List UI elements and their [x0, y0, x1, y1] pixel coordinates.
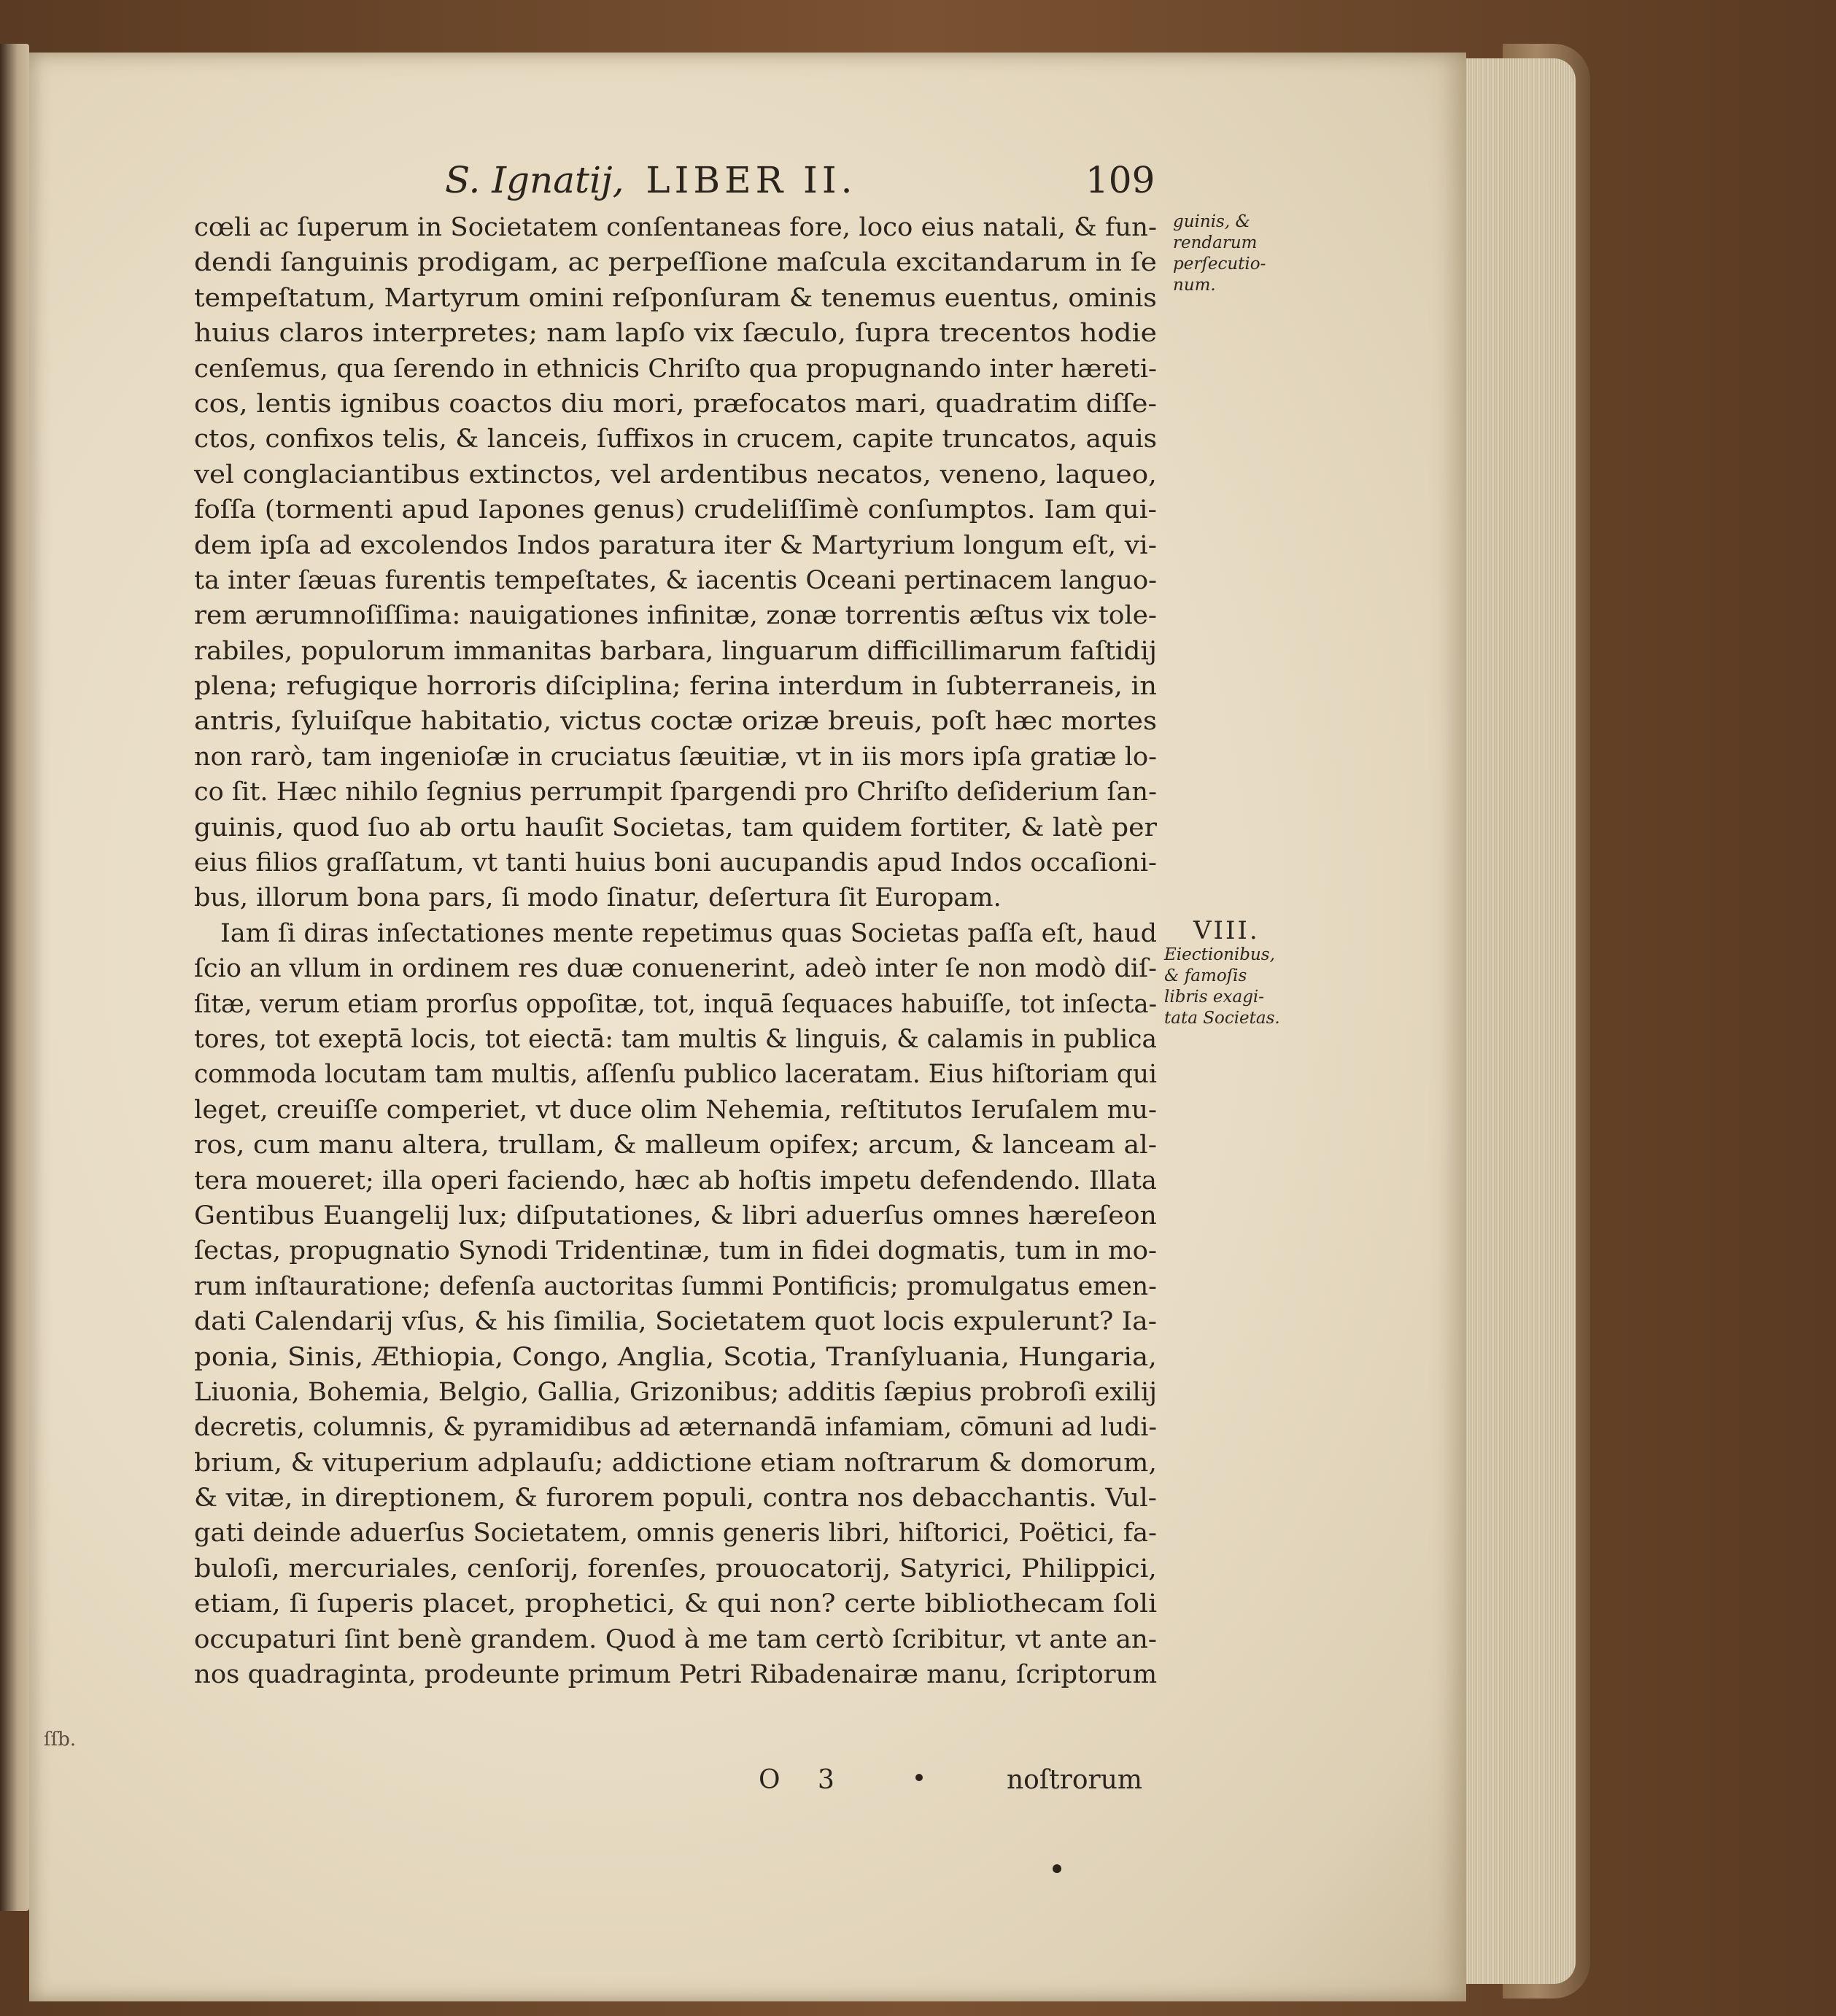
margin-note-line: Eiectionibus,	[1164, 945, 1275, 964]
text-line	[194, 492, 1157, 527]
text-line-content: ſcio an vllum in ordinem res duæ conuenerint, adeò inter ſe non modò diſ-	[194, 954, 1157, 984]
text-line	[194, 528, 1157, 563]
running-head-title: S. Ignatij,	[445, 159, 624, 201]
text-line	[194, 352, 1157, 387]
text-line-content: rabiles, populorum immanitas barbara, linguarum difficillimarum faſtidij	[194, 636, 1157, 666]
ink-spot	[915, 1774, 923, 1781]
text-line	[194, 1163, 1157, 1198]
text-line	[194, 1340, 1157, 1375]
text-line	[194, 281, 1157, 316]
text-line	[194, 245, 1157, 280]
text-line	[194, 1551, 1157, 1586]
text-line	[194, 740, 1157, 775]
text-line-content: tores, tot exeptā locis, tot eiectā: tam multis & linguis, & calamis in publica	[194, 1024, 1158, 1054]
text-line	[194, 1586, 1157, 1621]
margin-note-line: tata Societas.	[1164, 1009, 1280, 1028]
text-line-content: occupaturi ſint benè grandem. Quod à me tam certò ſcribitur, vt ante an-	[194, 1624, 1157, 1654]
margin-note-line: & famoſis	[1164, 966, 1247, 985]
running-head	[445, 159, 1174, 210]
text-line-content: ponia, Sinis, Æthiopia, Congo, Anglia, Scotia, Tranſyluania, Hungaria,	[194, 1342, 1157, 1372]
text-line-content: dati Calendarij vſus, & his ſimilia, Societatem quot locis expulerunt? Ia-	[194, 1307, 1158, 1337]
text-line-content: non rarò, tam ingenioſæ in cruciatus ſæuitiæ, vt in iis mors ipſa gratiæ lo-	[194, 742, 1157, 772]
text-line-content: antris, ſyluiſque habitatio, victus coctæ orizæ breuis, poſt hæc mortes	[194, 707, 1158, 737]
body-text	[194, 210, 1157, 1749]
margin-note-line: perſecutio-	[1173, 255, 1266, 274]
text-line-content: tempeſtatum, Martyrum omini reſponſuram & tenemus euentus, ominis	[194, 283, 1157, 313]
text-line-content: Liuonia, Bohemia, Belgio, Gallia, Grizonibus; additis ſæpius probroſi exilij	[194, 1377, 1158, 1407]
facing-page-mark: ſſb.	[44, 1729, 77, 1751]
text-line-content: Gentibus Euangelij lux; diſputationes, & libri aduerſus omnes hæreſeon	[194, 1201, 1157, 1230]
text-line	[194, 1022, 1157, 1057]
text-line-content: eius filios graſſatum, vt tanti huius boni aucupandis apud Indos occaſioni-	[194, 848, 1157, 878]
text-line	[194, 1128, 1157, 1163]
signature-mark: O 3	[759, 1765, 849, 1795]
text-line-content: rum inſtauratione; defenſa auctoritas ſummi Pontificis; promulgatus emen-	[194, 1271, 1157, 1301]
text-line-content: rem ærumnoſiſſima: nauigationes infinitæ, zonæ torrentis æſtus vix tole-	[194, 601, 1157, 631]
margin-note-top	[1173, 212, 1301, 296]
text-line	[194, 1198, 1157, 1233]
text-line-content: ros, cum manu altera, trullam, & malleum opifex; arcum, & lanceam al-	[194, 1131, 1158, 1160]
text-line-content: buloſi, mercuriales, cenſorij, forenſes, prouocatorij, Satyrici, Philippici,	[194, 1554, 1157, 1583]
text-line	[194, 1304, 1157, 1339]
text-line	[194, 775, 1157, 810]
text-line	[194, 1657, 1157, 1692]
page-edges	[1459, 58, 1576, 1984]
text-line-content: dem ipſa ad excolendos Indos paratura iter & Martyrium longum eſt, vi-	[194, 530, 1157, 560]
text-line-content: commoda locutam tam multis, aſſenſu publico laceratam. Eius hiſtoriam qui	[194, 1060, 1157, 1090]
margin-note-section	[1164, 916, 1310, 1029]
text-line	[194, 210, 1157, 245]
text-line	[194, 669, 1157, 704]
text-line	[194, 598, 1157, 633]
text-line	[194, 1269, 1157, 1304]
text-line-content: leget, creuiſſe comperiet, vt duce olim Nehemia, reſtitutos Ieruſalem mu-	[194, 1095, 1158, 1125]
text-line	[194, 1093, 1157, 1128]
text-line-content: guinis, quod ſuo ab ortu hauſit Societas, tam quidem fortiter, & latè per	[194, 813, 1157, 842]
text-line-content: vel conglaciantibus extinctos, vel ardentibus necatos, veneno, laqueo,	[194, 460, 1157, 489]
text-line	[194, 1233, 1157, 1268]
margin-note-line: guinis, &	[1173, 212, 1250, 231]
text-line-content: bus, illorum bona pars, ſi modo ſinatur, deſertura ſit Europam.	[194, 883, 1002, 913]
text-line	[194, 845, 1157, 880]
page-number: 109	[1085, 159, 1155, 201]
text-line	[194, 704, 1157, 739]
text-line-content: brium, & vituperium adplauſu; addictione etiam noſtrarum & domorum,	[194, 1448, 1157, 1478]
text-line-content: Iam ſi diras inſectationes mente repetimus quas Societas paſſa eſt, haud	[220, 918, 1158, 948]
text-line	[194, 634, 1157, 669]
text-line	[194, 422, 1157, 457]
margin-note-line: libris exagi-	[1164, 988, 1265, 1007]
text-line	[194, 563, 1157, 598]
text-line	[194, 1057, 1157, 1092]
text-line-content: nos quadraginta, prodeunte primum Petri Ribadenairæ manu, ſcriptorum	[194, 1660, 1158, 1690]
section-numeral: VIII.	[1193, 916, 1260, 945]
margin-note-section-lines	[1164, 945, 1310, 1029]
text-line	[194, 316, 1157, 351]
text-line	[194, 880, 1157, 915]
text-line-content: cenſemus, qua ſerendo in ethnicis Chriſto qua propugnando inter hæreti-	[194, 354, 1158, 384]
text-line	[194, 1622, 1157, 1657]
text-line	[194, 916, 1157, 951]
text-line-content: tera moueret; illa operi faciendo, hæc ab hoſtis impetu defendendo. Illata	[194, 1166, 1158, 1195]
text-line-content: ſitæ, verum etiam prorſus oppoſitæ, tot, inquā ſequaces habuiſſe, tot inſecta-	[194, 989, 1158, 1019]
text-line-content: ta inter ſæuas furentis tempeſtates, & iacentis Oceani pertinacem languo-	[194, 565, 1157, 595]
text-line-content: plena; refugique horroris diſciplina; ferina interdum in ſubterraneis, in	[194, 672, 1158, 702]
margin-note-line: num.	[1173, 276, 1216, 295]
text-line-content: gati deinde aduerſus Societatem, omnis generis libri, hiſtorici, Poëtici, fa-	[194, 1519, 1157, 1548]
text-line	[194, 987, 1157, 1022]
text-line	[194, 1516, 1157, 1551]
text-line-content: ctos, confixos telis, & lanceis, ſuffixos in crucem, capite truncatos, aquis	[194, 424, 1158, 454]
text-line	[194, 457, 1157, 492]
margin-note-line: rendarum	[1173, 233, 1258, 252]
text-line-content: dendi ſanguinis prodigam, ac perpeſſione maſcula excitandarum in ſe	[194, 248, 1157, 278]
text-line-content: & vitæ, in direptionem, & furorem populi, contra nos debacchantis. Vul-	[194, 1484, 1157, 1513]
text-line	[194, 951, 1157, 986]
text-line-content: huius claros interpretes; nam lapſo vix ſæculo, ſupra trecentos hodie	[194, 319, 1158, 349]
text-line-content: cos, lentis ignibus coactos diu mori, præfocatos mari, quadratim diſſe-	[194, 389, 1157, 419]
ink-spot	[1053, 1864, 1061, 1873]
text-line	[194, 1481, 1157, 1516]
text-line	[194, 387, 1157, 422]
text-line	[194, 810, 1157, 845]
text-line-content: co ſit. Hæc nihilo ſegnius perrumpit ſpargendi pro Chriſto deſiderium ſan-	[194, 778, 1157, 807]
text-line	[194, 1375, 1157, 1410]
running-head-liber: LIBER II.	[646, 159, 857, 201]
text-line	[194, 1410, 1157, 1445]
catchword: noſtrorum	[1007, 1765, 1143, 1795]
text-line-content: decretis, columnis, & pyramidibus ad æternandā infamiam, cōmuni ad ludi-	[194, 1413, 1157, 1443]
text-line	[194, 1446, 1157, 1481]
text-line-content: cœli ac ſuperum in Societatem conſentaneas fore, loco eius natali, & fun-	[194, 213, 1157, 242]
text-line-content: etiam, ſi ſuperis placet, prophetici, & qui non? certe bibliothecam ſoli	[194, 1589, 1158, 1619]
text-line-content: foſſa (tormenti apud Iapones genus) crudeliſſimè conſumptos. Iam qui-	[194, 495, 1157, 525]
text-line-content: ſectas, propugnatio Synodi Tridentinæ, tum in fidei dogmatis, tum in mo-	[194, 1236, 1158, 1266]
facing-page-edge	[0, 44, 29, 1911]
